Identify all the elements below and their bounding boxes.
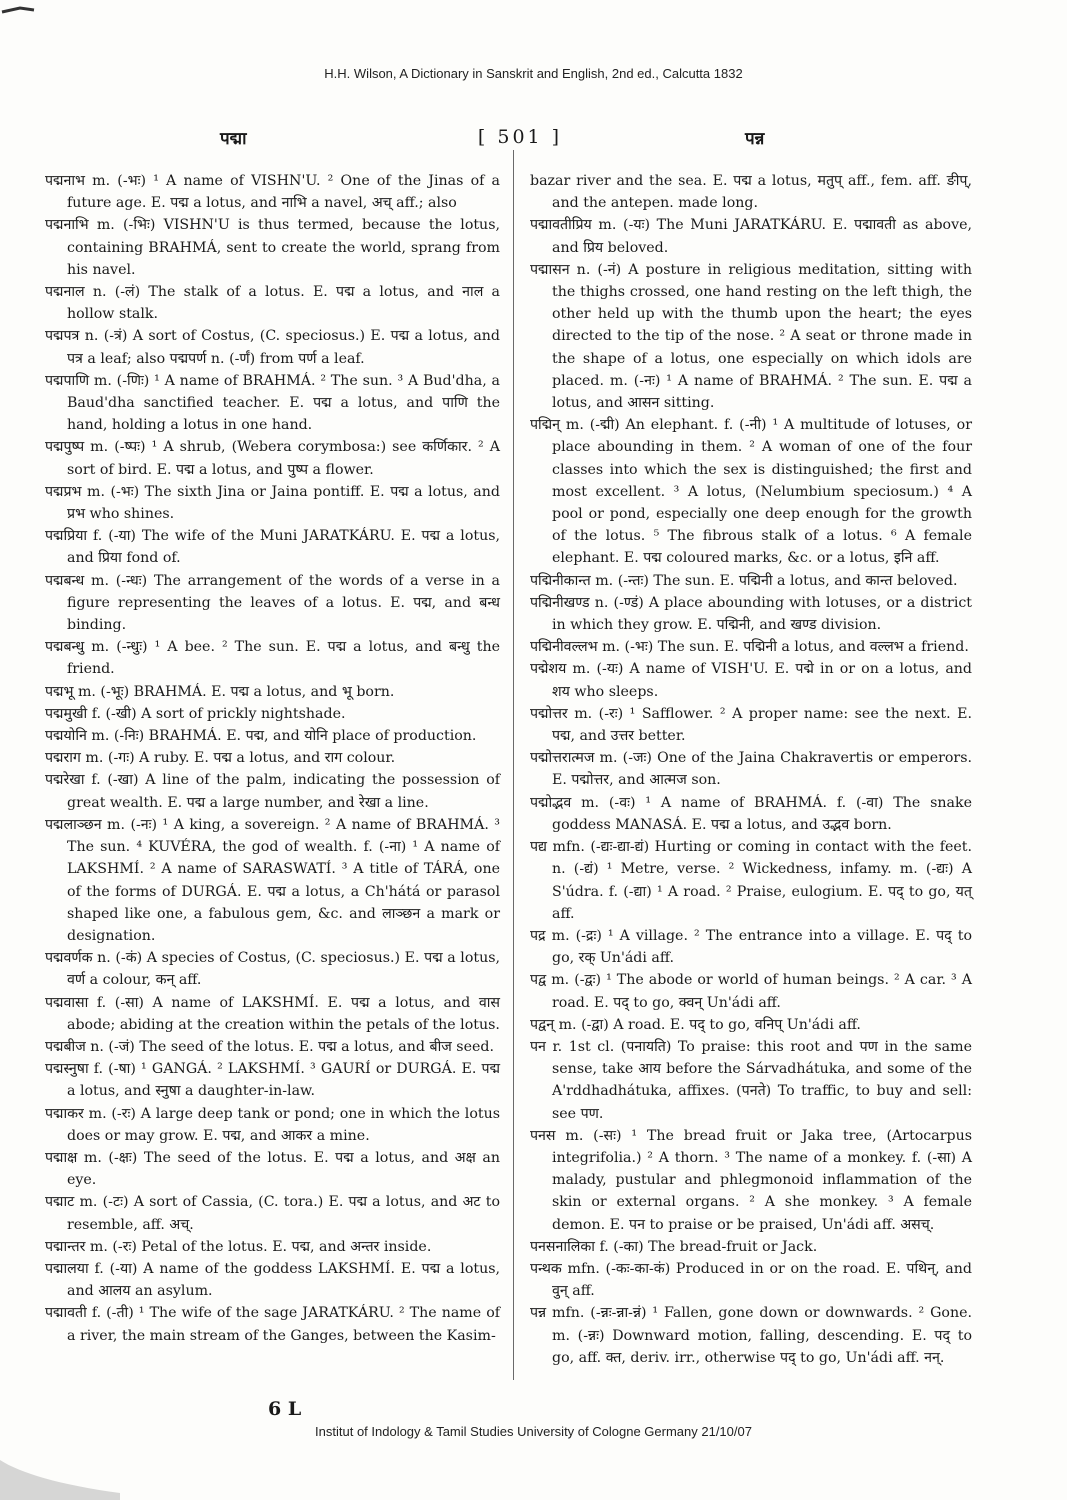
dictionary-entry: पद्मोत्तरात्मज m. (-जः) One of the Jaina Chakravertis or emperors. E. पद्मोत्तर, and आत्मज son. bbox=[530, 750, 972, 789]
dictionary-entry: पद्मयोनि m. (-निः) BRAHMÁ. E. पद्म, and योनि place of production. bbox=[45, 728, 477, 745]
dictionary-entry: पद्ममुखी f. (-खी) A sort of prickly nightshade. bbox=[45, 705, 346, 722]
left-column bbox=[45, 170, 500, 1347]
dictionary-entry: पद्मिनीवल्लभ m. (-भः) The sun. E. पद्मिनी a lotus, and वल्लभ a friend. bbox=[530, 639, 969, 656]
dictionary-entry: पद्मावती f. (-ती) ¹ The wife of the sage JARATKÁRU. ² The name of a river, the main stream of the Ganges, between the Kasim- bbox=[45, 1305, 500, 1344]
dictionary-entry: पद्मस्नुषा f. (-षा) ¹ GANGÁ. ² LAKSHMÍ. ³ GAURÍ or DURGÁ. E. पद्म a lotus, and स्नुषा a daughter-in-law. bbox=[45, 1061, 500, 1100]
dictionary-entry: पनसनालिका f. (-का) The bread-fruit or Jack. bbox=[530, 1238, 818, 1255]
dictionary-entry: पद्मबन्ध m. (-न्धः) The arrangement of the words of a verse in a figure representing the leaves of a lotus. E. पद्म, and बन्ध binding. bbox=[45, 572, 500, 634]
column-divider bbox=[513, 150, 514, 1380]
dictionary-entry: पद्मप्रिया f. (-या) The wife of the Muni JARATKÁRU. E. पद्म a lotus, and प्रिया fond of. bbox=[45, 528, 500, 567]
dictionary-entry: पद्मबन्धु m. (-न्धुः) ¹ A bee. ² The sun. E. पद्म a lotus, and बन्धु the friend. bbox=[45, 639, 500, 678]
dictionary-entry: पद्मनाभ m. (-भः) ¹ A name of VISHN'U. ² One of the Jinas of a future age. E. पद्म a lotus, and नाभि a navel, अच् aff.; also bbox=[45, 173, 500, 212]
dictionary-entry: पद्मिनीखण्ड n. (-ण्डं) A place abounding with lotuses, or a district in which they grow. E. पद्मिनी, and खण्ड division. bbox=[530, 594, 972, 634]
dictionary-entry: पद्मलाञ्छन m. (-नः) ¹ A king, a sovereign. ² A name of BRAHMÁ. ³ The sun. ⁴ KUVÉRA, the god of wealth. f. (-ना) ¹ A name of LAKSHMÍ. ² A name of SARASWATÍ. ³ A title of TÁRÁ, one of the forms of DURGÁ. E. पद्म a lotus, a Ch'hátá or parasol shaped like one, a fabulous gem, &c. and लाञ्छन a mark or designation. bbox=[45, 816, 500, 944]
dictionary-entry: पद्य mfn. (-द्यः-द्या-द्यं) Hurting or coming in contact with the feet. n. (-द्यं) ¹ Metre, verse. ² Wickedness, infamy. m. (-द्यः) A S'údra. f. (-द्या) ¹ A road. ² Praise, eulogium. E. पद् to go, यत् aff. bbox=[530, 839, 972, 922]
dictionary-entry: पद्मवर्णक n. (-कं) A species of Costus, (C. speciosus.) E. पद्म a lotus, वर्ण a colour, कन् aff. bbox=[45, 950, 500, 989]
dictionary-entry: पद्मासन n. (-नं) A posture in religious meditation, sitting with the thighs crossed, one hand resting on the left thigh, the other held up with the thumb upon the heart; the eyes directed to the tip of the nose. ² A seat or throne made in the shape of a lotus, one especially on which idols are placed. m. (-नः) ¹ A name of BRAHMÁ. ² The sun. E. पद्म a lotus, and आसन sitting. bbox=[530, 261, 972, 412]
dictionary-entry: पद्माक्ष m. (-क्षः) The seed of the lotus. E. पद्म a lotus, and अक्ष an eye. bbox=[45, 1149, 500, 1189]
dictionary-entry: पद्मप्रभ m. (-भः) The sixth Jina or Jaina pontiff. E. पद्म a lotus, and प्रभ who shines. bbox=[45, 483, 500, 523]
dictionary-entry: पद्मोद्भव m. (-वः) ¹ A name of BRAHMÁ. f. (-वा) The snake goddess MANASÁ. E. पद्म a lotus, and उद्भव born. bbox=[530, 794, 972, 833]
digitization-header-caption: H.H. Wilson, A Dictionary in Sanskrit and English, 2nd ed., Calcutta 1832 bbox=[324, 66, 743, 81]
dictionary-entry: पद्मराग m. (-गः) A ruby. E. पद्म a lotus, and राग colour. bbox=[45, 750, 396, 767]
digitization-footer-caption: Institut of Indology & Tamil Studies University of Cologne Germany 21/10/07 bbox=[315, 1424, 752, 1439]
dictionary-entry: पन्थक mfn. (-कः-का-कं) Produced in or on the road. E. पथिन्, and वुन् aff. bbox=[530, 1260, 972, 1300]
dictionary-entry: पद्वन् m. (-द्वा) A road. E. पद् to go, वनिप् Un'ádi aff. bbox=[530, 1016, 861, 1033]
dictionary-entry: पनस m. (-सः) ¹ The bread fruit or Jaka tree, (Artocarpus integrifolia.) ² A thorn. ³ The name of a monkey. f. (-सा) A malady, pustular and phlegmonoid inflammation of the skin or external organs. ² A she monkey. ³ A female demon. E. पन to praise or be praised, Un'ádi aff. असच्. bbox=[530, 1127, 972, 1233]
dictionary-entry: पद्मनाभि m. (-भिः) VISHN'U is thus termed, because the lotus, containing BRAHMÁ, sent to create the world, sprang from his navel. bbox=[45, 217, 500, 278]
running-head-left: पद्मा bbox=[220, 129, 247, 149]
dictionary-entry: पद्मरेखा f. (-खा) A line of the palm, indicating the possession of great wealth. E. पद्म a large number, and रेखा a line. bbox=[45, 772, 500, 811]
dictionary-entry: पद्मबीज n. (-जं) The seed of the lotus. E. पद्म a lotus, and बीज seed. bbox=[45, 1038, 494, 1055]
dictionary-entry: पद्मपुष्प m. (-ष्पः) ¹ A shrub, (Webera corymbosa:) see कर्णिकार. ² A sort of bird. E. पद्म a lotus, and पुष्प a flower. bbox=[45, 439, 500, 478]
right-column bbox=[530, 170, 972, 1369]
dictionary-entry: पद्व m. (-द्वः) ¹ The abode or world of human beings. ² A car. ³ A road. E. पद् to go, क्वन् Un'ádi aff. bbox=[530, 972, 972, 1011]
dictionary-entry: पद्मोत्तर m. (-रः) ¹ Safflower. ² A proper name: see the next. E. पद्म, and उत्तर better. bbox=[530, 705, 972, 745]
dictionary-entry: bazar river and the sea. E. पद्म a lotus, मतुप् aff., fem. aff. ङीप्, and the antepen. made long. bbox=[530, 173, 972, 212]
corner-scan-mark bbox=[0, 0, 40, 40]
dictionary-entry: पद्माकर m. (-रः) A large deep tank or pond; one in which the lotus does or may grow. E. पद्म, and आकर a mine. bbox=[45, 1105, 500, 1144]
dictionary-entry: पद्मान्तर m. (-रः) Petal of the lotus. E. पद्म, and अन्तर inside. bbox=[45, 1238, 432, 1255]
dictionary-entry: पन r. 1st cl. (पनायति) To praise: this root and पण in the same sense, take आय before the Sárvadhátuka, and some of the A'rddhadhátuka, affixes. (पनते) To traffic, to buy and sell: see पण. bbox=[530, 1038, 972, 1122]
dictionary-entry: पद्मभू m. (-भूः) BRAHMÁ. E. पद्म a lotus, and भू born. bbox=[45, 683, 395, 700]
dictionary-entry: पद्मिनीकान्त m. (-न्तः) The sun. E. पद्मिनी a lotus, and कान्त beloved. bbox=[530, 572, 958, 589]
dictionary-entry: पद्मनाल n. (-लं) The stalk of a lotus. E. पद्म a lotus, and नाल a hollow stalk. bbox=[45, 284, 500, 323]
dictionary-entry: पद्र m. (-द्रः) ¹ A village. ² The entrance into a village. E. पद् to go, रक् Un'ádi aff. bbox=[530, 927, 972, 967]
dictionary-entry: पद्मावतीप्रिय m. (-यः) The Muni JARATKÁRU. E. पद्मावती as above, and प्रिय beloved. bbox=[530, 217, 972, 256]
dictionary-entry: पन्न mfn. (-न्नः-न्ना-न्नं) ¹ Fallen, gone down or downwards. ² Gone. m. (-न्नः) Downward motion, falling, descending. E. पद् to go, aff. क्त, deriv. irr., otherwise पद् to go, Un'ádi aff. नन्. bbox=[530, 1305, 972, 1366]
printer-signature-mark: 6 L bbox=[268, 1398, 302, 1420]
dictionary-entry: पद्मवासा f. (-सा) A name of LAKSHMÍ. E. पद्म a lotus, and वास abode; abiding at the creation within the petals of the lotus. bbox=[45, 994, 500, 1033]
scan-edge-smudge bbox=[0, 1455, 120, 1500]
dictionary-entry: पद्मालया f. (-या) A name of the goddess LAKSHMÍ. E. पद्म a lotus, and आलय an asylum. bbox=[45, 1260, 500, 1300]
running-head-right: पन्न bbox=[745, 129, 765, 149]
dictionary-entry: पद्मिन् m. (-द्मी) An elephant. f. (-नी) ¹ A multitude of lotuses, or place abounding in them. ² A woman of one of the four classes into which the sex is distinguished; the first and most excellent. ³ A lotus, (Nelumbium speciosum.) ⁴ A pool or pond, especially one deep enough for the growth of the lotus. ⁵ The fibrous stalk of a lotus. ⁶ A female elephant. E. पद्म coloured marks, &c. or a lotus, इनि aff. bbox=[530, 417, 972, 567]
dictionary-entry: पद्मपत्र n. (-त्रं) A sort of Costus, (C. speciosus.) E. पद्म a lotus, and पत्र a leaf; also पद्मपर्ण n. (-र्णं) from पर्ण a leaf. bbox=[45, 328, 500, 367]
page-number: [ 501 ] bbox=[477, 126, 563, 148]
dictionary-entry: पद्मपाणि m. (-णिः) ¹ A name of BRAHMÁ. ² The sun. ³ A Bud'dha, a Baud'dha sanctified teacher. E. पद्म a lotus, and पाणि the hand, holding a lotus in one hand. bbox=[45, 372, 500, 434]
dictionary-entry: पद्मेशय m. (-यः) A name of VISH'U. E. पद्मे in or on a lotus, and शय who sleeps. bbox=[530, 661, 972, 700]
dictionary-entry: पद्माट m. (-टः) A sort of Cassia, (C. tora.) E. पद्म a lotus, and अट to resemble, aff. अच्. bbox=[45, 1194, 500, 1233]
